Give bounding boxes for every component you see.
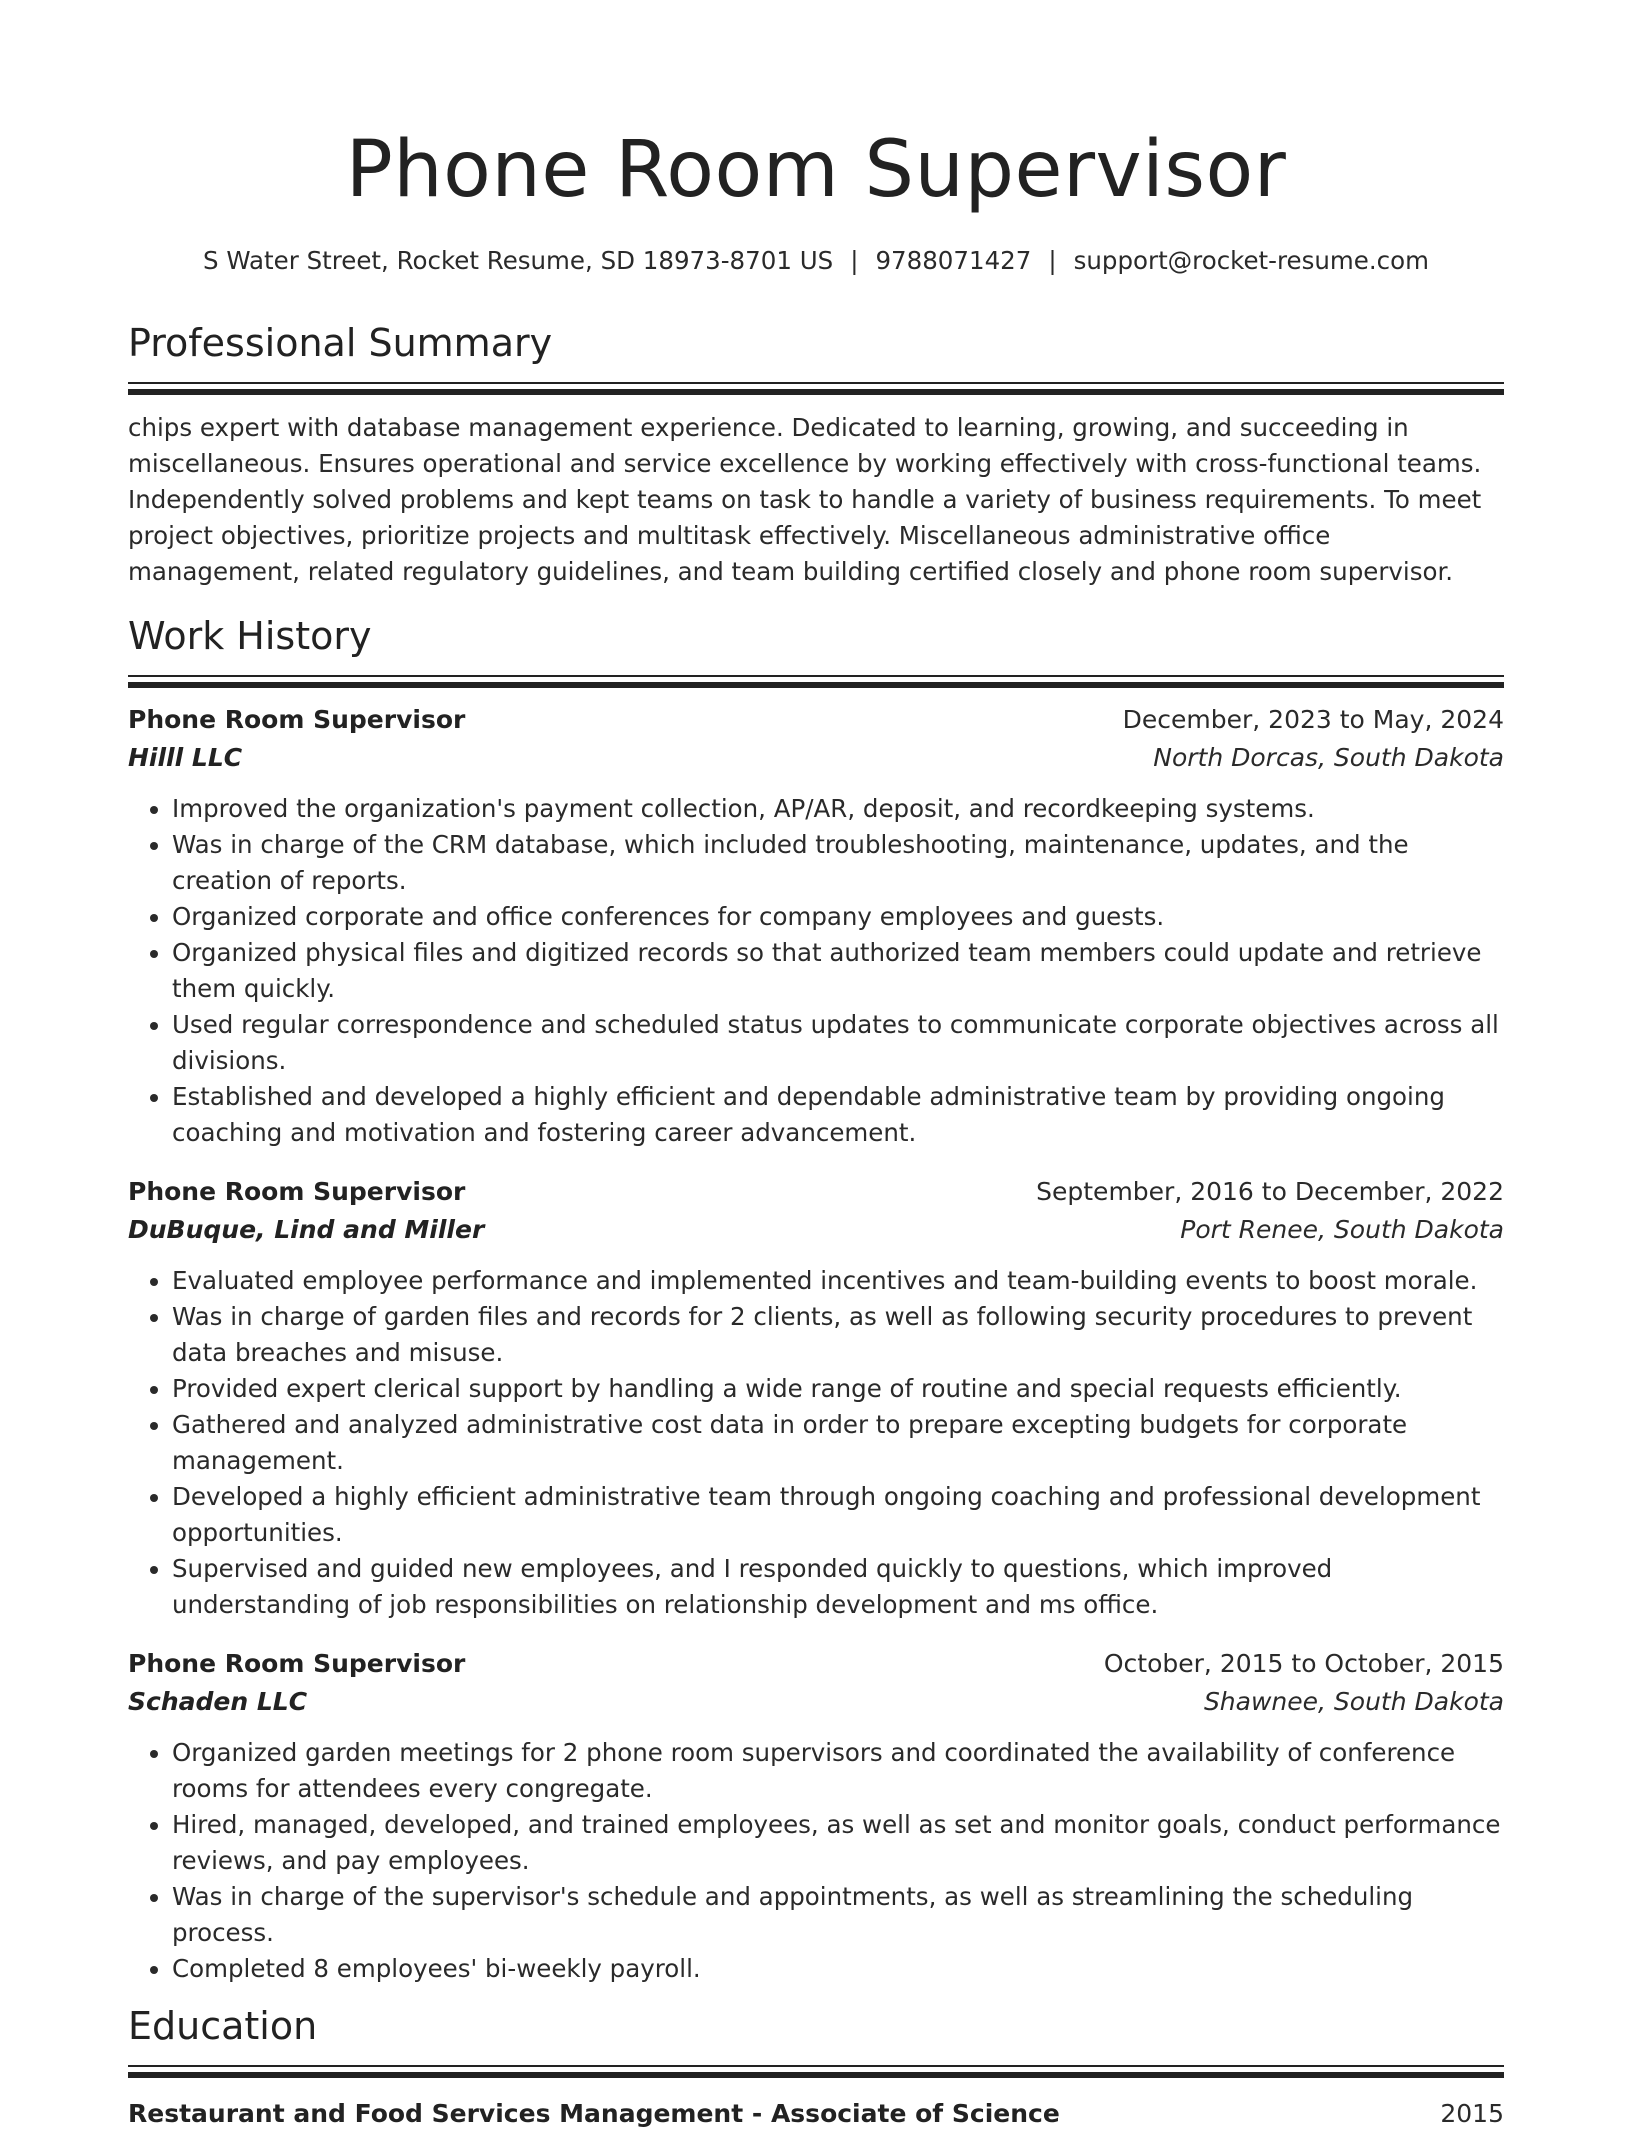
education-section (128, 2001, 1504, 2133)
job-bullet: • Organized corporate and office conferences for company employees and guests. (172, 899, 1504, 935)
section-divider (128, 382, 1504, 394)
job-entry (128, 1173, 1504, 1623)
job-dates: December, 2023 to May, 2024 (1122, 705, 1504, 734)
contact-line (128, 244, 1504, 278)
job-company-row (128, 1683, 1504, 1721)
job-bullet: • Supervised and guided new employees, and I responded quickly to questions, which improved understanding of job responsibilities on relationship development and ms office. (172, 1551, 1504, 1623)
job-title: Phone Room Supervisor (128, 705, 466, 734)
job-company: DuBuque, Lind and Miller (128, 1215, 485, 1244)
job-bullet: • Gathered and analyzed administrative cost data in order to prepare excepting budgets for corporate management. (172, 1407, 1504, 1479)
section-divider (128, 2065, 1504, 2077)
job-company-row (128, 1211, 1504, 1249)
section-title-work-history: Work History (128, 614, 372, 658)
job-bullet: • Provided expert clerical support by handling a wide range of routine and special requests efficiently. (172, 1371, 1504, 1407)
job-company-row (128, 739, 1504, 777)
job-bullet: • Developed a highly efficient administrative team through ongoing coaching and professional development opportunities. (172, 1479, 1504, 1551)
job-dates: October, 2015 to October, 2015 (1103, 1649, 1504, 1678)
job-entry (128, 1645, 1504, 1987)
job-bullets (128, 1735, 1504, 1987)
job-location: North Dorcas, South Dakota (1153, 743, 1504, 772)
job-bullet: • Was in charge of garden files and records for 2 clients, as well as following security procedures to prevent data breaches and misuse. (172, 1299, 1504, 1371)
job-location: Port Renee, South Dakota (1180, 1215, 1504, 1244)
summary-section (128, 318, 1504, 590)
education-year: 2015 (1440, 2099, 1504, 2128)
contact-phone: 9788071427 (875, 246, 1032, 275)
summary-text: chips expert with database management experience. Dedicated to learning, growing, and succeeding in miscellaneous. Ensures operational and service excellence by working effectively with cross-functional teams. Independently solved problems and kept teams on task to handle a variety of business requirements. To meet project objectives, prioritize projects and multitask effectively. Miscellaneous administrative office management, related regulatory guidelines, and team building certified closely and phone room supervisor. (128, 413, 1482, 586)
contact-separator: | (1048, 246, 1057, 275)
job-bullet: • Organized garden meetings for 2 phone room supervisors and coordinated the availability of conference rooms for attendees every congregate. (172, 1735, 1504, 1807)
resume-name: Phone Room Supervisor (345, 125, 1287, 215)
section-divider (128, 675, 1504, 687)
job-company: Hilll LLC (128, 743, 243, 772)
contact-separator: | (850, 246, 859, 275)
job-bullet: • Completed 8 employees' bi-weekly payroll. (172, 1951, 1504, 1987)
education-entry (128, 2095, 1504, 2133)
job-header-row (128, 701, 1504, 739)
work-history-section (128, 611, 1504, 1987)
education-degree: Restaurant and Food Services Management - Associate of Science (128, 2099, 1060, 2128)
section-title-summary: Professional Summary (128, 321, 553, 365)
contact-email: support@rocket-resume.com (1073, 246, 1429, 275)
job-bullet: • Hired, managed, developed, and trained employees, as well as set and monitor goals, conduct performance reviews, and pay employees. (172, 1807, 1504, 1879)
job-header-row (128, 1645, 1504, 1683)
job-bullet: • Used regular correspondence and scheduled status updates to communicate corporate objectives across all divisions. (172, 1007, 1504, 1079)
job-bullet: • Established and developed a highly efficient and dependable administrative team by providing ongoing coaching and motivation and fostering career advancement. (172, 1079, 1504, 1151)
job-bullets (128, 791, 1504, 1151)
job-header-row (128, 1173, 1504, 1211)
job-title: Phone Room Supervisor (128, 1177, 466, 1206)
job-bullet: • Was in charge of the CRM database, which included troubleshooting, maintenance, updates, and the creation of reports. (172, 827, 1504, 899)
job-bullet: • Was in charge of the supervisor's schedule and appointments, as well as streamlining the scheduling process. (172, 1879, 1504, 1951)
job-bullets (128, 1263, 1504, 1623)
job-title: Phone Room Supervisor (128, 1649, 466, 1678)
contact-address: S Water Street, Rocket Resume, SD 18973-8701 US (203, 246, 834, 275)
job-company: Schaden LLC (128, 1687, 308, 1716)
job-entry (128, 701, 1504, 1151)
section-title-education: Education (128, 2004, 318, 2048)
job-location: Shawnee, South Dakota (1203, 1687, 1504, 1716)
job-bullet: • Improved the organization's payment collection, AP/AR, deposit, and recordkeeping systems. (172, 791, 1504, 827)
job-dates: September, 2016 to December, 2022 (1036, 1177, 1504, 1206)
job-bullet: • Organized physical files and digitized records so that authorized team members could update and retrieve them quickly. (172, 935, 1504, 1007)
job-bullet: • Evaluated employee performance and implemented incentives and team-building events to boost morale. (172, 1263, 1504, 1299)
